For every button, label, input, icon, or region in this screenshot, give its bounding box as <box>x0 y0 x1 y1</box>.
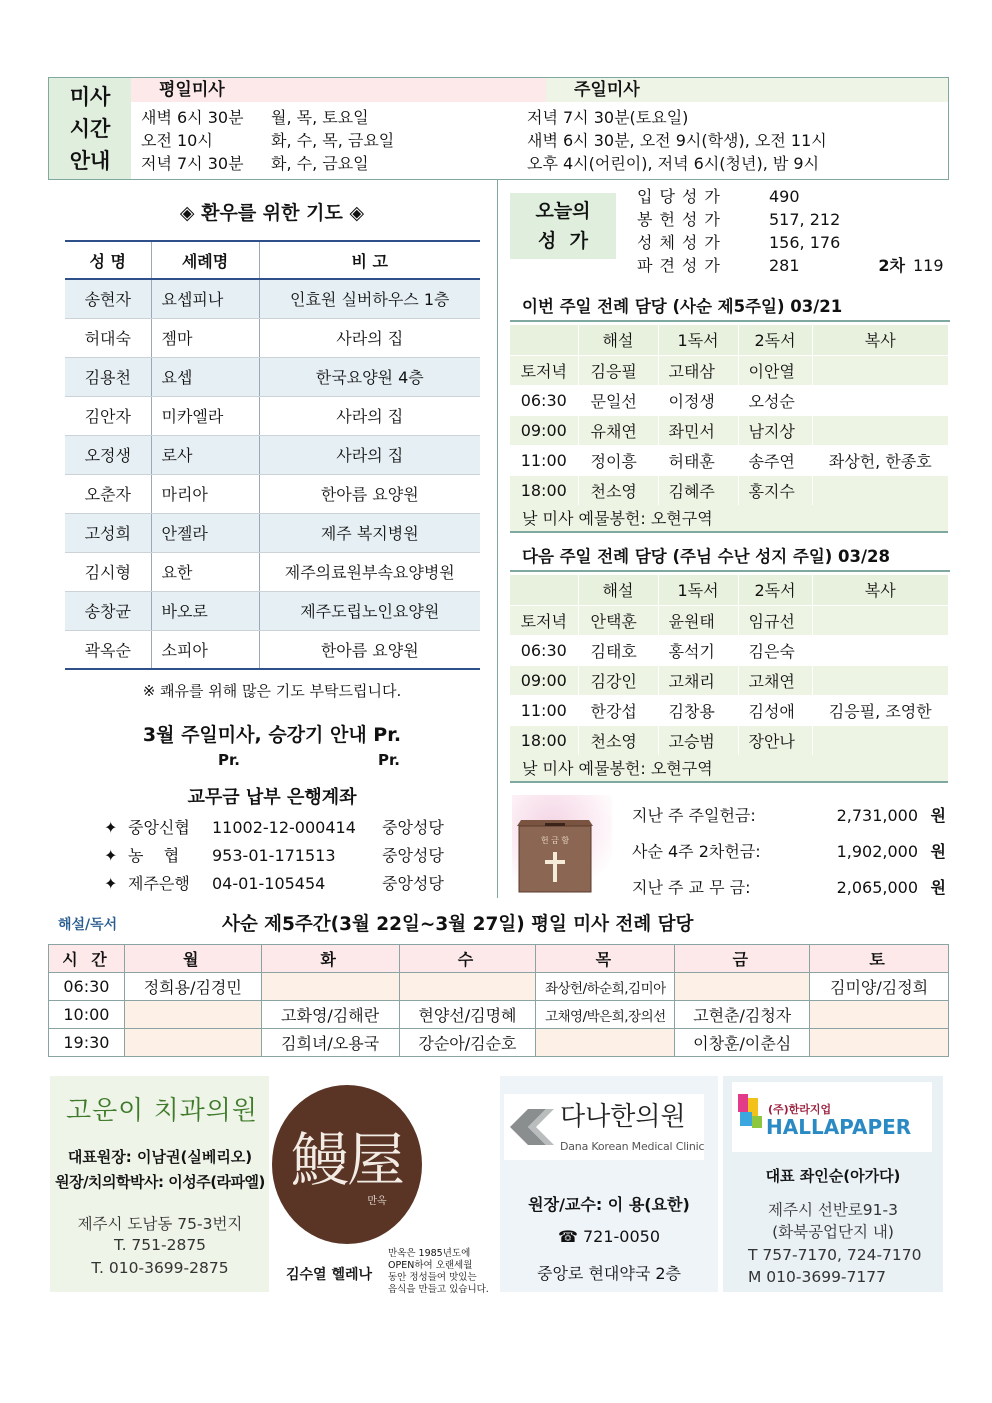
column-header: 2독서 <box>738 575 812 605</box>
duty-this-title: 이번 주일 전례 담당 (사순 제5주일) 03/21 <box>510 291 950 322</box>
reader-1: 홍석기 <box>658 635 738 665</box>
table-row <box>510 415 948 445</box>
column-header: 목 <box>536 945 675 973</box>
mass-label-line: 시간 <box>69 117 111 141</box>
altar-server <box>812 605 948 635</box>
table-row <box>65 318 480 357</box>
table-row <box>65 279 480 318</box>
patient-name: 김용천 <box>65 357 151 396</box>
table-row <box>65 630 480 669</box>
reader-1: 고채리 <box>658 665 738 695</box>
bank-name: 농 협 <box>128 846 180 865</box>
ad-paper-address: (화북공업단지 내) <box>772 1223 894 1241</box>
clinic-logo-icon <box>504 1094 560 1160</box>
duty-next-offering: 낮 미사 예물봉헌: 오현구역 <box>510 755 948 783</box>
hymn-label-line: 성 가 <box>538 230 588 252</box>
sunday-mass-row: 새벽 6시 30분, 오전 9시(학생), 오전 11시 <box>527 131 827 150</box>
table-row <box>510 725 948 755</box>
hallapaper-logo-icon <box>736 1090 770 1142</box>
ad-paper-mobile: M 010-3699-7177 <box>748 1268 886 1286</box>
weekly-time: 06:30 <box>49 973 125 1001</box>
patient-name: 송현자 <box>65 279 151 318</box>
table-header-row <box>65 241 480 279</box>
mass-time: 06:30 <box>510 635 578 665</box>
ad-restaurant-note: OPEN하여 오랜세월 <box>388 1260 473 1271</box>
offering-box-text: 헌 금 함 <box>540 836 570 845</box>
weekly-cell: 좌상헌/하순희,김미아 <box>536 973 675 1001</box>
column-header: 비 고 <box>259 241 480 279</box>
patient-note: 사라의 집 <box>259 318 480 357</box>
mass-time: 토저녁 <box>510 355 578 385</box>
mass-days: 월, 목, 토요일 <box>271 108 369 127</box>
column-header <box>510 575 578 605</box>
hymn-value: 490 <box>769 187 800 206</box>
ad-restaurant-owner: 김수열 헬레나 <box>286 1267 373 1283</box>
prayer-table <box>65 240 480 670</box>
reader-2: 고채연 <box>738 665 812 695</box>
column-header: 세례명 <box>151 241 259 279</box>
commentator: 천소영 <box>578 725 658 755</box>
weekly-cell <box>124 1001 261 1029</box>
table-row <box>49 1029 949 1057</box>
table-header-row <box>49 945 949 973</box>
baptismal-name: 마리아 <box>151 474 259 513</box>
duty-this-offering: 낮 미사 예물봉헌: 오현구역 <box>510 505 948 533</box>
table-row <box>65 513 480 552</box>
ad-dental-tel: T. 751-2875 <box>113 1236 207 1254</box>
patient-name: 고성희 <box>65 513 151 552</box>
pr-label: Pr. <box>378 751 400 769</box>
patient-note: 인효원 실버하우스 1층 <box>259 279 480 318</box>
mass-time: 11:00 <box>510 445 578 475</box>
mass-days: 화, 수, 목, 금요일 <box>271 131 395 150</box>
bullet-icon: ✦ <box>104 846 118 865</box>
baptismal-name: 소피아 <box>151 630 259 669</box>
baptismal-name: 바오로 <box>151 591 259 630</box>
table-header-row <box>510 325 948 355</box>
ad-dental-director: 대표원장: 이남권(실베리오) <box>67 1148 253 1166</box>
ad-clinic-director: 원장/교수: 이 용(요한) <box>528 1195 690 1214</box>
patient-note: 제주의료원부속요양병원 <box>259 552 480 591</box>
reader-1: 김혜주 <box>658 475 738 505</box>
bank-holder: 중앙성당 <box>382 818 444 837</box>
hymn-key: 입당성가 <box>637 187 727 206</box>
offering-key: 지난 주 주일헌금: <box>632 806 756 825</box>
mass-time-label <box>49 78 131 179</box>
hymn-value: 517, 212 <box>769 210 841 229</box>
weekly-cell: 김미양/김정희 <box>810 973 949 1001</box>
ad-paper-brand: HALLAPAPER <box>766 1115 912 1139</box>
weekday-mass-row <box>141 130 394 152</box>
mass-time: 09:00 <box>510 665 578 695</box>
mass-time: 06:30 <box>510 385 578 415</box>
hymn-row <box>637 208 861 231</box>
weekly-cell: 강순아/김순호 <box>399 1029 536 1057</box>
reader-2: 김성애 <box>738 695 812 725</box>
ad-clinic-name: 다나한의원 <box>560 1102 686 1132</box>
offering-unit: 원 <box>930 878 946 897</box>
column-header: 성 명 <box>65 241 151 279</box>
patient-name: 곽옥순 <box>65 630 151 669</box>
baptismal-name: 요셉 <box>151 357 259 396</box>
mass-days: 화, 수, 금요일 <box>271 154 369 173</box>
offering-row <box>632 876 946 900</box>
commentator: 안택훈 <box>578 605 658 635</box>
ad-restaurant-note: 음식을 만들고 있습니다. <box>388 1284 489 1295</box>
ad-clinic-eng: Dana Korean Medical Clinic <box>560 1140 705 1153</box>
bullet-icon: ✦ <box>104 818 118 837</box>
patient-note: 사라의 집 <box>259 396 480 435</box>
pr-label: Pr. <box>218 751 240 769</box>
bank-name: 제주은행 <box>128 874 190 893</box>
reader-2: 홍지수 <box>738 475 812 505</box>
hymn-extra-label: 2차 <box>878 256 905 275</box>
column-divider <box>497 180 498 898</box>
mass-time: 저녁 7시 30분 <box>141 154 244 173</box>
mass-label-line: 안내 <box>69 149 111 173</box>
weekly-table <box>48 944 949 1057</box>
weekly-cell <box>675 973 810 1001</box>
bank-row <box>104 844 444 868</box>
table-row <box>65 474 480 513</box>
hymn-key: 성체성가 <box>637 233 727 252</box>
offering-unit: 원 <box>930 806 946 825</box>
weekly-cell <box>261 973 399 1001</box>
patient-note: 사라의 집 <box>259 435 480 474</box>
table-row <box>510 385 948 415</box>
weekly-title: 사순 제5주간(3월 22일~3월 27일) 평일 미사 전례 담당 <box>222 914 694 935</box>
bank-row <box>104 816 444 840</box>
ad-restaurant-note: 동안 정성들여 맛있는 <box>388 1272 477 1283</box>
mass-time: 11:00 <box>510 695 578 725</box>
weekly-cell: 김희녀/오용국 <box>261 1029 399 1057</box>
patient-name: 오정생 <box>65 435 151 474</box>
offering-value: 2,065,000 <box>836 878 918 897</box>
offering-unit: 원 <box>930 842 946 861</box>
ad-paper-address: 제주시 선반로91-3 <box>768 1201 898 1219</box>
hymn-key: 봉헌성가 <box>637 210 727 229</box>
patient-note: 한국요양원 4층 <box>259 357 480 396</box>
ad-dental-director: 원장/치의학박사: 이성주(라파엘) <box>55 1173 265 1191</box>
bank-title: 교무금 납부 은행계좌 <box>187 787 357 808</box>
reader-2: 이안열 <box>738 355 812 385</box>
sunday-mass-row: 오후 4시(어린이), 저녁 6시(청년), 밤 9시 <box>527 154 820 173</box>
column-header: 복사 <box>812 325 948 355</box>
reader-2: 임규선 <box>738 605 812 635</box>
patient-name: 오춘자 <box>65 474 151 513</box>
altar-server <box>812 725 948 755</box>
reader-2: 장안나 <box>738 725 812 755</box>
offering-key: 사순 4주 2차헌금: <box>632 842 761 861</box>
weekday-mass-row <box>141 153 369 175</box>
reader-1: 고승범 <box>658 725 738 755</box>
mass-label-line: 미사 <box>69 85 111 109</box>
offering-row <box>632 840 946 864</box>
mass-time: 오전 10시 <box>141 131 213 150</box>
ad-clinic-tel: ☎ 721-0050 <box>557 1227 661 1246</box>
weekly-cell: 고화영/김해란 <box>261 1001 399 1029</box>
reader-1: 김창용 <box>658 695 738 725</box>
weekly-cell: 현양선/김명혜 <box>399 1001 536 1029</box>
reader-2: 오성순 <box>738 385 812 415</box>
offering-value: 2,731,000 <box>836 806 918 825</box>
ad-restaurant-sub: 만옥 <box>367 1196 387 1207</box>
prayer-title: ◈ 환우를 위한 기도 ◈ <box>179 202 365 224</box>
hymn-key: 파견성가 <box>637 256 727 275</box>
commentator: 유채연 <box>578 415 658 445</box>
bank-row <box>104 872 444 896</box>
altar-server: 김응필, 조영한 <box>812 695 948 725</box>
offering-row <box>632 804 946 828</box>
reader-2: 김은숙 <box>738 635 812 665</box>
hymn-value: 156, 176 <box>769 233 841 252</box>
mass-time: 18:00 <box>510 475 578 505</box>
table-header-row <box>510 575 948 605</box>
reader-1: 윤원태 <box>658 605 738 635</box>
prayer-note: ※ 쾌유를 위해 많은 기도 부탁드립니다. <box>142 682 402 700</box>
column-header: 화 <box>261 945 399 973</box>
offering-value: 1,902,000 <box>836 842 918 861</box>
altar-server <box>812 475 948 505</box>
patient-note: 제주도립노인요양원 <box>259 591 480 630</box>
column-header: 해설 <box>578 325 658 355</box>
patient-note: 한아름 요양원 <box>259 630 480 669</box>
commentator: 김태호 <box>578 635 658 665</box>
ad-paper-company: (주)한라지업 <box>768 1103 832 1116</box>
hymn-row <box>637 231 861 254</box>
column-header: 복사 <box>812 575 948 605</box>
baptismal-name: 미카엘라 <box>151 396 259 435</box>
commentator: 정이흥 <box>578 445 658 475</box>
weekly-cell <box>810 1029 949 1057</box>
ad-dental-mobile: T. 010-3699-2875 <box>91 1259 229 1277</box>
ad-restaurant-note: 만옥은 1985년도에 <box>388 1248 471 1259</box>
weekday-mass-title: 평일미사 <box>131 78 546 102</box>
column-header: 2독서 <box>738 325 812 355</box>
ad-dental-name: 고운이 치과의원 <box>65 1096 259 1126</box>
mass-time: 새벽 6시 30분 <box>141 108 244 127</box>
column-header: 월 <box>124 945 261 973</box>
offering-key: 지난 주 교 무 금: <box>632 878 751 897</box>
offering-box-icon <box>515 810 595 896</box>
reader-1: 좌민서 <box>658 415 738 445</box>
patient-note: 제주 복지병원 <box>259 513 480 552</box>
hymn-value: 281 <box>769 256 800 275</box>
commentator: 문일선 <box>578 385 658 415</box>
column-header: 시 간 <box>49 945 125 973</box>
table-row <box>65 396 480 435</box>
commentator: 김강인 <box>578 665 658 695</box>
weekly-cell: 고채영/박은희,장의선 <box>536 1001 675 1029</box>
column-header: 토 <box>810 945 949 973</box>
table-row <box>510 355 948 385</box>
reader-1: 이정생 <box>658 385 738 415</box>
table-row <box>510 695 948 725</box>
patient-note: 한아름 요양원 <box>259 474 480 513</box>
column-header <box>510 325 578 355</box>
table-row <box>510 605 948 635</box>
column-header: 수 <box>399 945 536 973</box>
baptismal-name: 안젤라 <box>151 513 259 552</box>
sunday-mass-row: 저녁 7시 30분(토요일) <box>527 108 689 127</box>
table-row <box>65 435 480 474</box>
bank-account: 953-01-171513 <box>212 846 336 865</box>
patient-name: 허대숙 <box>65 318 151 357</box>
hymn-label <box>510 193 616 259</box>
reader-2: 남지상 <box>738 415 812 445</box>
table-row <box>65 357 480 396</box>
table-row <box>510 635 948 665</box>
bank-holder: 중앙성당 <box>382 846 444 865</box>
column-header: 금 <box>675 945 810 973</box>
weekly-cell: 고현춘/김청자 <box>675 1001 810 1029</box>
reader-2: 송주연 <box>738 445 812 475</box>
bank-account: 11002-12-000414 <box>212 818 356 837</box>
weekday-mass-row <box>141 107 369 129</box>
duty-next-table <box>510 575 948 756</box>
patient-name: 김시형 <box>65 552 151 591</box>
patient-name: 김안자 <box>65 396 151 435</box>
commentator: 김응필 <box>578 355 658 385</box>
altar-server <box>812 665 948 695</box>
ad-restaurant-logo: 鰻屋 <box>290 1126 403 1194</box>
altar-server <box>812 415 948 445</box>
column-header: 1독서 <box>658 575 738 605</box>
ad-paper-rep: 대표 좌인순(아가다) <box>765 1167 901 1185</box>
mass-time-box <box>48 77 949 180</box>
weekly-cell <box>124 1029 261 1057</box>
duty-this-table <box>510 325 948 506</box>
bank-name: 중앙신협 <box>128 818 190 837</box>
hymn-row <box>637 254 944 277</box>
mass-time: 18:00 <box>510 725 578 755</box>
hymn-extra-value: 119 <box>913 256 944 275</box>
baptismal-name: 요한 <box>151 552 259 591</box>
bank-holder: 중앙성당 <box>382 874 444 893</box>
weekly-cell <box>810 1001 949 1029</box>
altar-server <box>812 385 948 415</box>
weekly-cell: 이창훈/이춘심 <box>675 1029 810 1057</box>
weekly-cell <box>399 973 536 1001</box>
commentator: 천소영 <box>578 475 658 505</box>
weekly-tag: 해설/독서 <box>58 917 118 933</box>
altar-server: 좌상헌, 한종호 <box>812 445 948 475</box>
hymn-label-line: 오늘의 <box>535 200 591 222</box>
mass-time: 토저녁 <box>510 605 578 635</box>
bullet-icon: ✦ <box>104 874 118 893</box>
baptismal-name: 젬마 <box>151 318 259 357</box>
ad-clinic-address: 중앙로 현대약국 2층 <box>537 1264 681 1283</box>
weekly-time: 19:30 <box>49 1029 125 1057</box>
baptismal-name: 요셉피나 <box>151 279 259 318</box>
table-row <box>49 973 949 1001</box>
bank-account: 04-01-105454 <box>212 874 326 893</box>
duty-next-title: 다음 주일 전례 담당 (주님 수난 성지 주일) 03/28 <box>510 541 950 572</box>
weekly-cell <box>536 1029 675 1057</box>
sunday-mass-title: 주일미사 <box>546 78 948 102</box>
ad-dental-address: 제주시 도남동 75-3번지 <box>77 1215 243 1233</box>
altar-server <box>812 635 948 665</box>
baptismal-name: 로사 <box>151 435 259 474</box>
reader-1: 고태삼 <box>658 355 738 385</box>
reader-1: 허태훈 <box>658 445 738 475</box>
column-header: 1독서 <box>658 325 738 355</box>
patient-name: 송창균 <box>65 591 151 630</box>
table-row <box>510 475 948 505</box>
table-row <box>510 445 948 475</box>
table-row <box>65 552 480 591</box>
commentator: 한강섭 <box>578 695 658 725</box>
hymn-row <box>637 185 861 208</box>
altar-server <box>812 355 948 385</box>
weekly-cell: 정희용/김경민 <box>124 973 261 1001</box>
mass-time: 09:00 <box>510 415 578 445</box>
table-row <box>49 1001 949 1029</box>
table-row <box>510 665 948 695</box>
column-header: 해설 <box>578 575 658 605</box>
weekly-time: 10:00 <box>49 1001 125 1029</box>
march-notice-title: 3월 주일미사, 승강기 안내 Pr. <box>142 724 402 746</box>
table-row <box>65 591 480 630</box>
ad-paper-tel: T 757-7170, 724-7170 <box>748 1246 922 1264</box>
